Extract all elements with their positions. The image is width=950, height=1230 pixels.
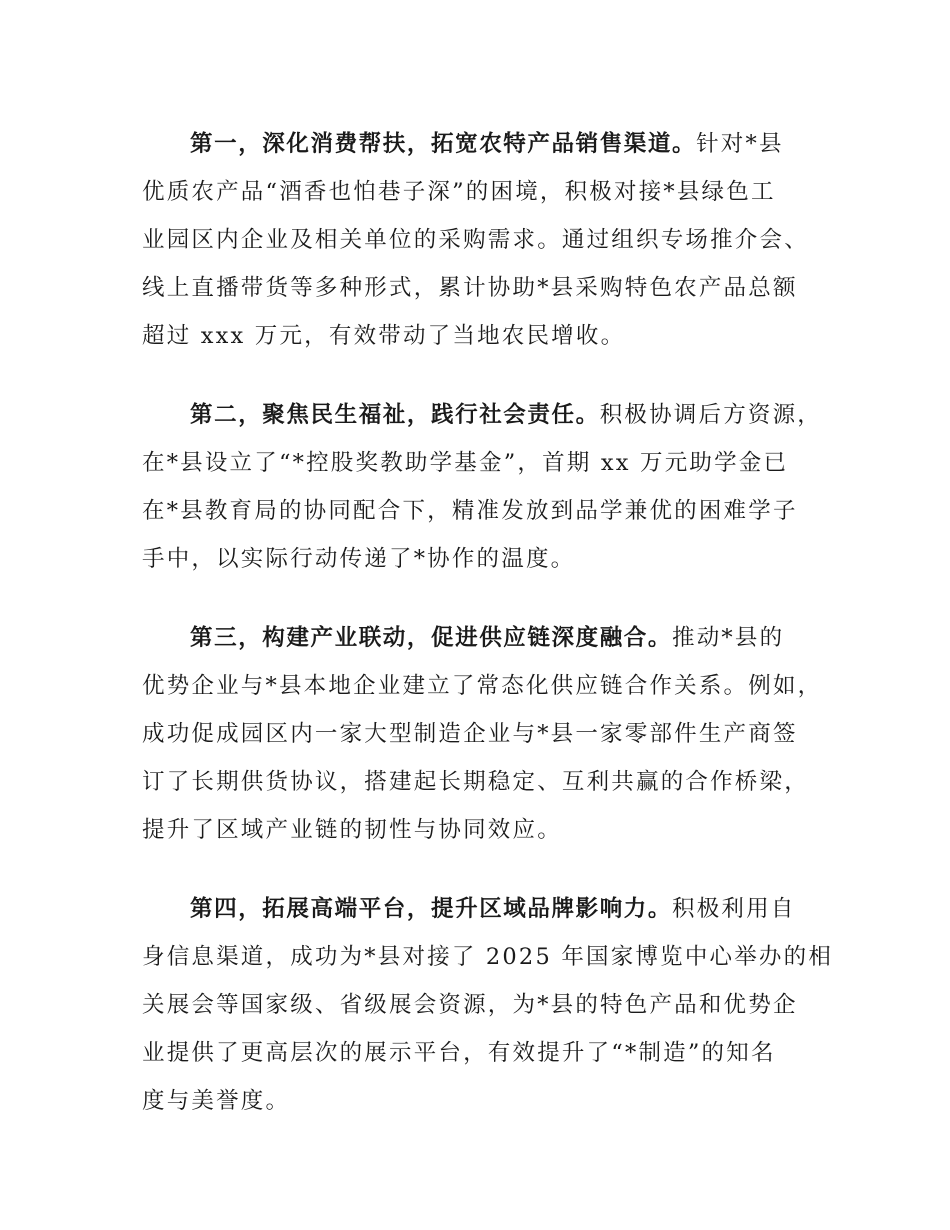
paragraph-text: 积极协调后方资源，	[599, 402, 823, 428]
paragraph-line: 手中，以实际行动传递了*协作的温度。	[142, 546, 576, 572]
paragraph-heading: 第二，聚焦民生福祉，践行社会责任。	[190, 402, 600, 428]
document-body	[142, 120, 832, 1156]
paragraph-line	[142, 614, 832, 662]
paragraph-text: 积极利用自	[672, 896, 796, 922]
paragraph-line: 提升了区域产业链的韧性与协同效应。	[142, 817, 562, 843]
paragraph-line: 在*县教育局的协同配合下，精准发放到品学兼优的困难学子	[142, 498, 798, 524]
paragraph-line	[142, 885, 832, 933]
paragraph-line	[142, 120, 832, 168]
paragraph-line: 业提供了更高层次的展示平台，有效提升了“*制造”的知名	[142, 1040, 776, 1066]
paragraph-4	[142, 885, 832, 1125]
paragraph-heading: 第一，深化消费帮扶，拓宽农特产品销售渠道。	[190, 131, 697, 157]
paragraph-line: 业园区内企业及相关单位的采购需求。通过组织专场推介会、	[142, 227, 809, 253]
paragraph-line: 在*县设立了“*控股奖教助学基金”，首期 xx 万元助学金已	[142, 450, 789, 476]
paragraph-line: 成功促成园区内一家大型制造企业与*县一家零部件生产商签	[142, 721, 798, 747]
paragraph-line: 超过 xxx 万元，有效带动了当地农民增收。	[142, 323, 626, 349]
paragraph-2	[142, 391, 832, 583]
paragraph-line: 关展会等国家级、省级展会资源，为*县的特色产品和优势企	[142, 992, 798, 1018]
paragraph-1	[142, 120, 832, 360]
paragraph-heading: 第三，构建产业联动，促进供应链深度融合。	[190, 625, 673, 651]
paragraph-text: 推动*县的	[672, 625, 785, 651]
paragraph-line: 度与美誉度。	[142, 1088, 291, 1114]
paragraph-line: 身信息渠道，成功为*县对接了 2025 年国家博览中心举办的相	[142, 944, 834, 970]
paragraph-line: 优势企业与*县本地企业建立了常态化供应链合作关系。例如，	[142, 673, 823, 699]
paragraph-text: 针对*县	[696, 131, 784, 157]
paragraph-line	[142, 391, 832, 439]
paragraph-heading: 第四，拓展高端平台，提升区域品牌影响力。	[190, 896, 673, 922]
paragraph-line: 订了长期供货协议，搭建起长期稳定、互利共赢的合作桥梁，	[142, 769, 809, 795]
paragraph-3	[142, 614, 832, 854]
paragraph-line: 优质农产品“酒香也怕巷子深”的困境，积极对接*县绿色工	[142, 179, 776, 205]
paragraph-line: 线上直播带货等多种形式，累计协助*县采购特色农产品总额	[142, 275, 798, 301]
